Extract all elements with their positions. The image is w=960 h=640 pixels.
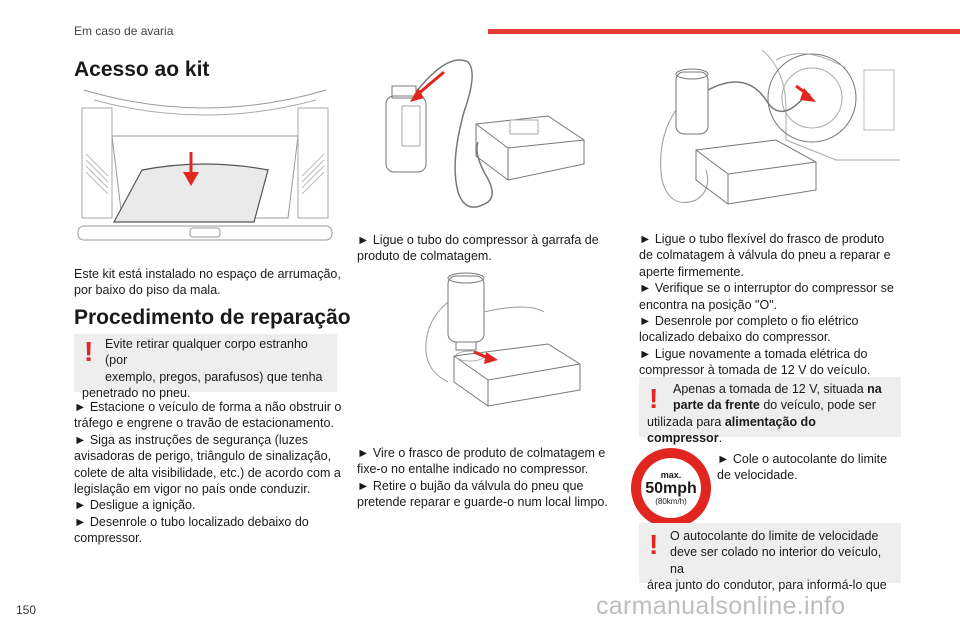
step-line: ► Ligue novamente a tomada elétrica do [639,346,868,361]
sticker-max-label: max. [660,470,682,480]
step-line: ► Ligue o tubo flexível do frasco de produto [639,232,885,246]
kit-location-text [74,266,344,299]
step-line: encontra na posição "O". [639,297,778,312]
step-line: ► Desligue a ignição. [74,498,196,513]
step-line: tráfego e engrene o travão de estacionamento. [74,416,334,431]
warning-line: deve ser colado no interior do veículo, na [670,545,882,576]
step-line: legislação em vigor no país onde conduzir. [74,482,311,497]
mount-bottle-steps [357,445,617,511]
step-line: compressor à tomada de 12 V do veículo. [639,363,871,378]
warning-icon: ! [649,383,659,414]
step-line: avisadoras de perigo, triângulo de sinalização, [74,449,332,464]
step-line: ► Desenrole o tubo localizado debaixo do [74,514,309,529]
warning-line: utilizada para alimentação do compressor. [647,414,816,446]
tyre-valve-illustration [636,50,900,222]
step-line: ► Vire o frasco de produto de colmatagem e [357,446,606,460]
trunk-illustration [74,86,336,250]
page-number: 150 [16,603,37,617]
step-line: ► Cole o autocolante do limite [717,452,888,466]
step-line: ► Desenrole por completo o fio elétrico [639,314,859,329]
inflation-steps [639,231,909,379]
site-watermark[interactable]: carmanualsonline.info [596,592,846,620]
step-line: fixe-o no entalhe indicado no compressor. [357,462,589,477]
sticker-speed-label: 50mph [645,480,697,497]
sticker-placement-warning [639,523,901,593]
warning-line: parte da frente do veículo, pode ser [673,398,876,413]
step-line: compressor. [74,531,143,546]
warning-icon: ! [649,529,659,560]
warning-icon: ! [84,336,94,367]
speed-limit-sticker-face [641,458,701,518]
step-line: ► Verifique se o interruptor do compressor se [639,281,894,296]
step-line: pretende reparar e guarde-o num local limpo. [357,495,608,510]
step-line: de velocidade. [717,468,798,483]
step-line: colete de alta visibilidade, etc.) de acordo com a [74,465,341,480]
speed-limit-sticker [631,448,711,528]
connect-hose-step [357,232,617,265]
warning-line: Evite retirar qualquer corpo estranho (por [105,337,308,368]
text-line: Este kit está instalado no espaço de arrumação, [74,267,341,281]
bottle-mount-illustration [408,272,588,438]
step-line: ► Estacione o veículo de forma a não obstruir o [74,400,342,414]
step-line: ► Retire o bujão da válvula do pneu que [357,478,584,493]
warning-box [74,334,337,401]
step-line: localizado debaixo do compressor. [639,330,831,345]
warning-line: O autocolante do limite de velocidade [670,529,879,543]
step-line: de colmatagem à válvula do pneu a reparar e [639,248,891,263]
kit-access-title: Acesso ao kit [74,58,210,81]
sticker-kmh-label: (80km/h) [655,497,687,506]
section-header: Em caso de avaria [74,24,174,38]
warning-line: Apenas a tomada de 12 V, situada na [673,382,882,396]
sticker-step [717,451,907,484]
bottle-hose-illustration [378,52,598,220]
step-line: ► Siga as instruções de segurança (luzes [74,432,309,447]
header-accent-bar [488,29,960,34]
preparation-steps [74,399,346,547]
step-line: aperte firmemente. [639,264,744,279]
step-line: produto de colmatagem. [357,249,492,264]
power-socket-warning [639,377,901,446]
warning-line: exemplo, pregos, parafusos) que tenha [105,369,323,384]
step-line: ► Ligue o tubo do compressor à garrafa de [357,233,599,247]
text-line: por baixo do piso da mala. [74,283,221,298]
warning-line: área junto do condutor, para informá-lo que [647,578,887,593]
warning-line: penetrado no pneu. [82,386,191,401]
repair-procedure-title: Procedimento de reparação [74,306,351,329]
